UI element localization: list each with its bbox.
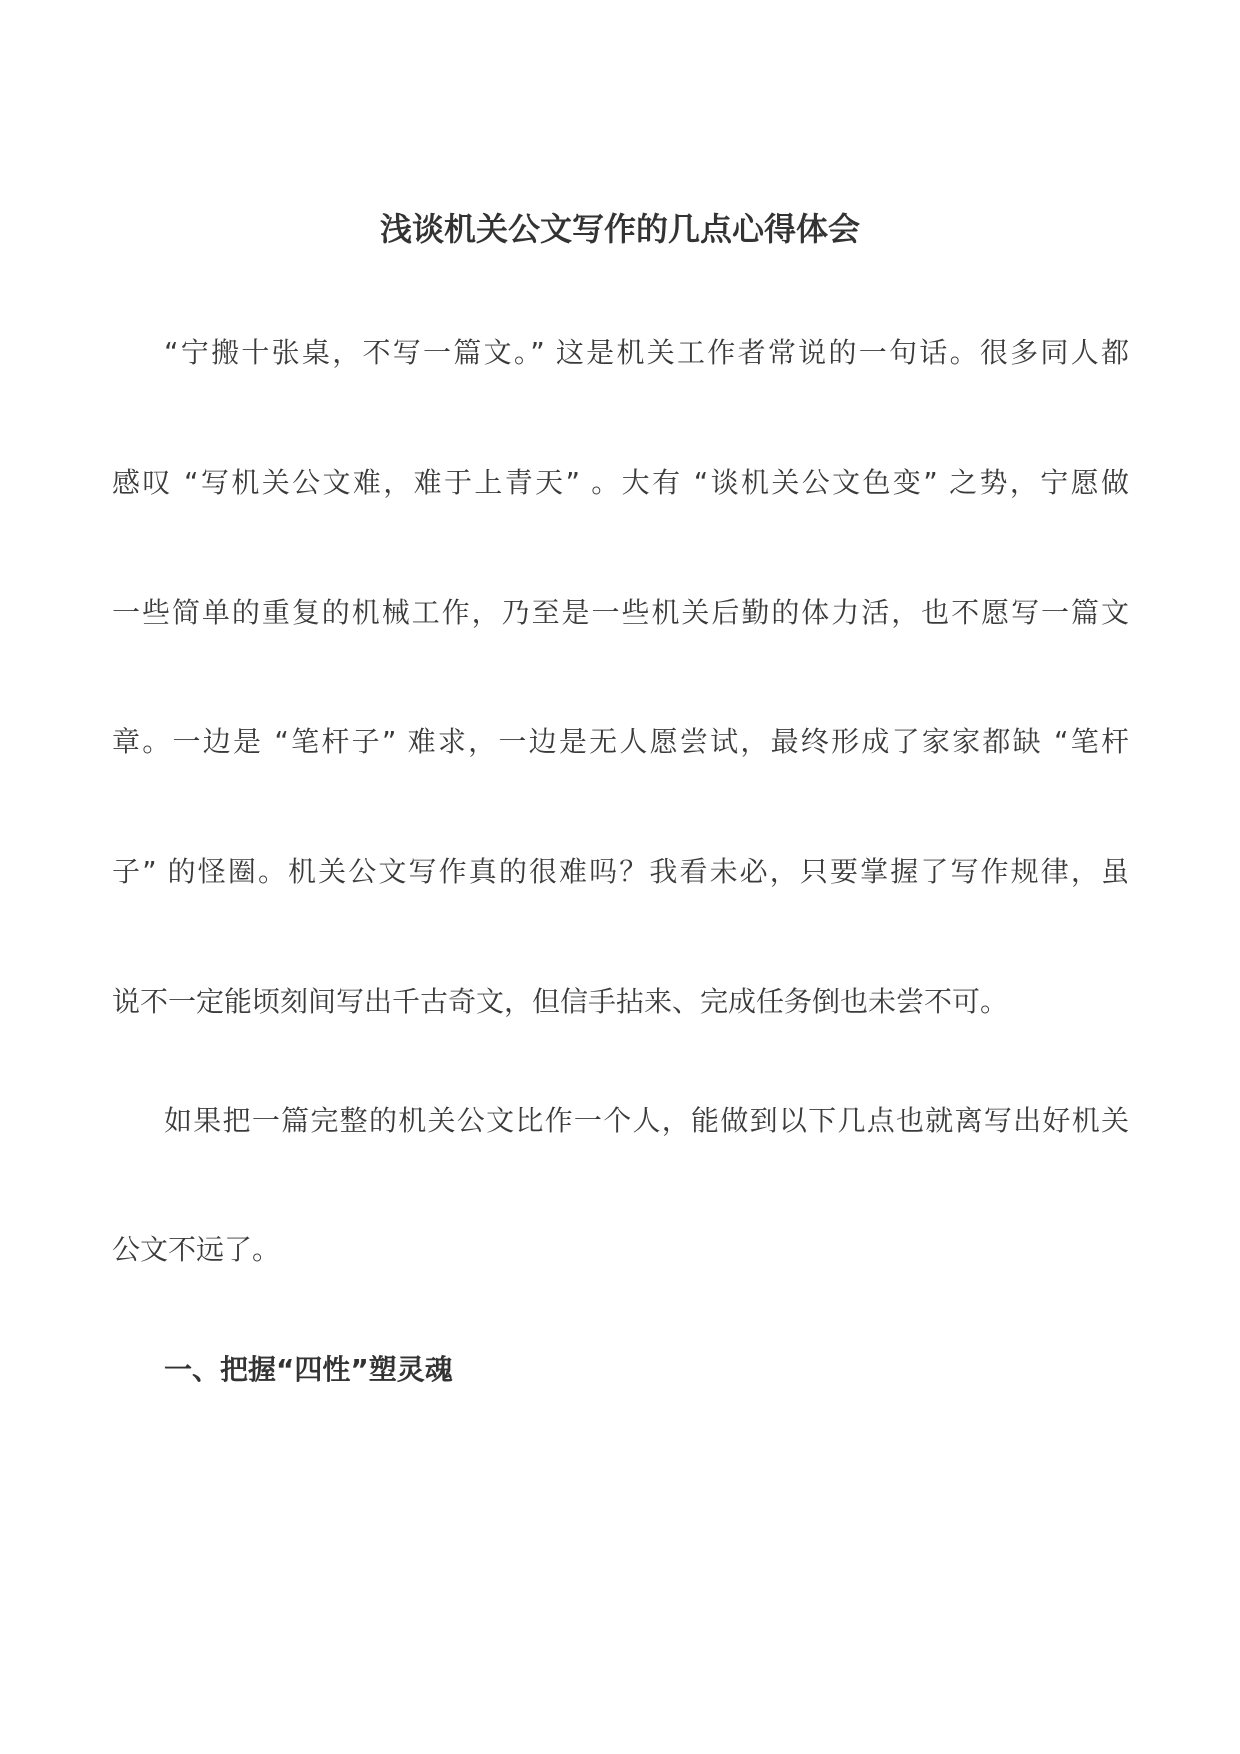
section-heading: 一、把握“四性”塑灵魂: [164, 1353, 453, 1386]
document-title: 浅谈机关公文写作的几点心得体会: [379, 210, 860, 248]
paragraph-2-line-1: 如果把一篇完整的机关公文比作一个人，能做到以下几点也就离写出好机关: [164, 1104, 1129, 1137]
paragraph-1-line-3: 一些简单的重复的机械工作，乃至是一些机关后勤的体力活，也不愿写一篇文: [112, 596, 1129, 629]
paragraph-1-line-2: 感叹 “写机关公文难，难于上青天” 。大有 “谈机关公文色变” 之势，宁愿做: [112, 466, 1129, 499]
paragraph-1-line-5: 子” 的怪圈。机关公文写作真的很难吗？我看未必，只要掌握了写作规律，虽: [112, 855, 1129, 888]
paragraph-1-line-6: 说不一定能顷刻间写出千古奇文，但信手拈来、完成任务倒也未尝不可。: [112, 985, 1009, 1018]
paragraph-1-line-4: 章。一边是 “笔杆子” 难求，一边是无人愿尝试，最终形成了家家都缺 “笔杆: [112, 725, 1129, 758]
paragraph-1-line-1: “宁搬十张桌，不写一篇文。” 这是机关工作者常说的一句话。很多同人都: [164, 336, 1129, 369]
paragraph-2-line-2: 公文不远了。: [112, 1233, 281, 1266]
